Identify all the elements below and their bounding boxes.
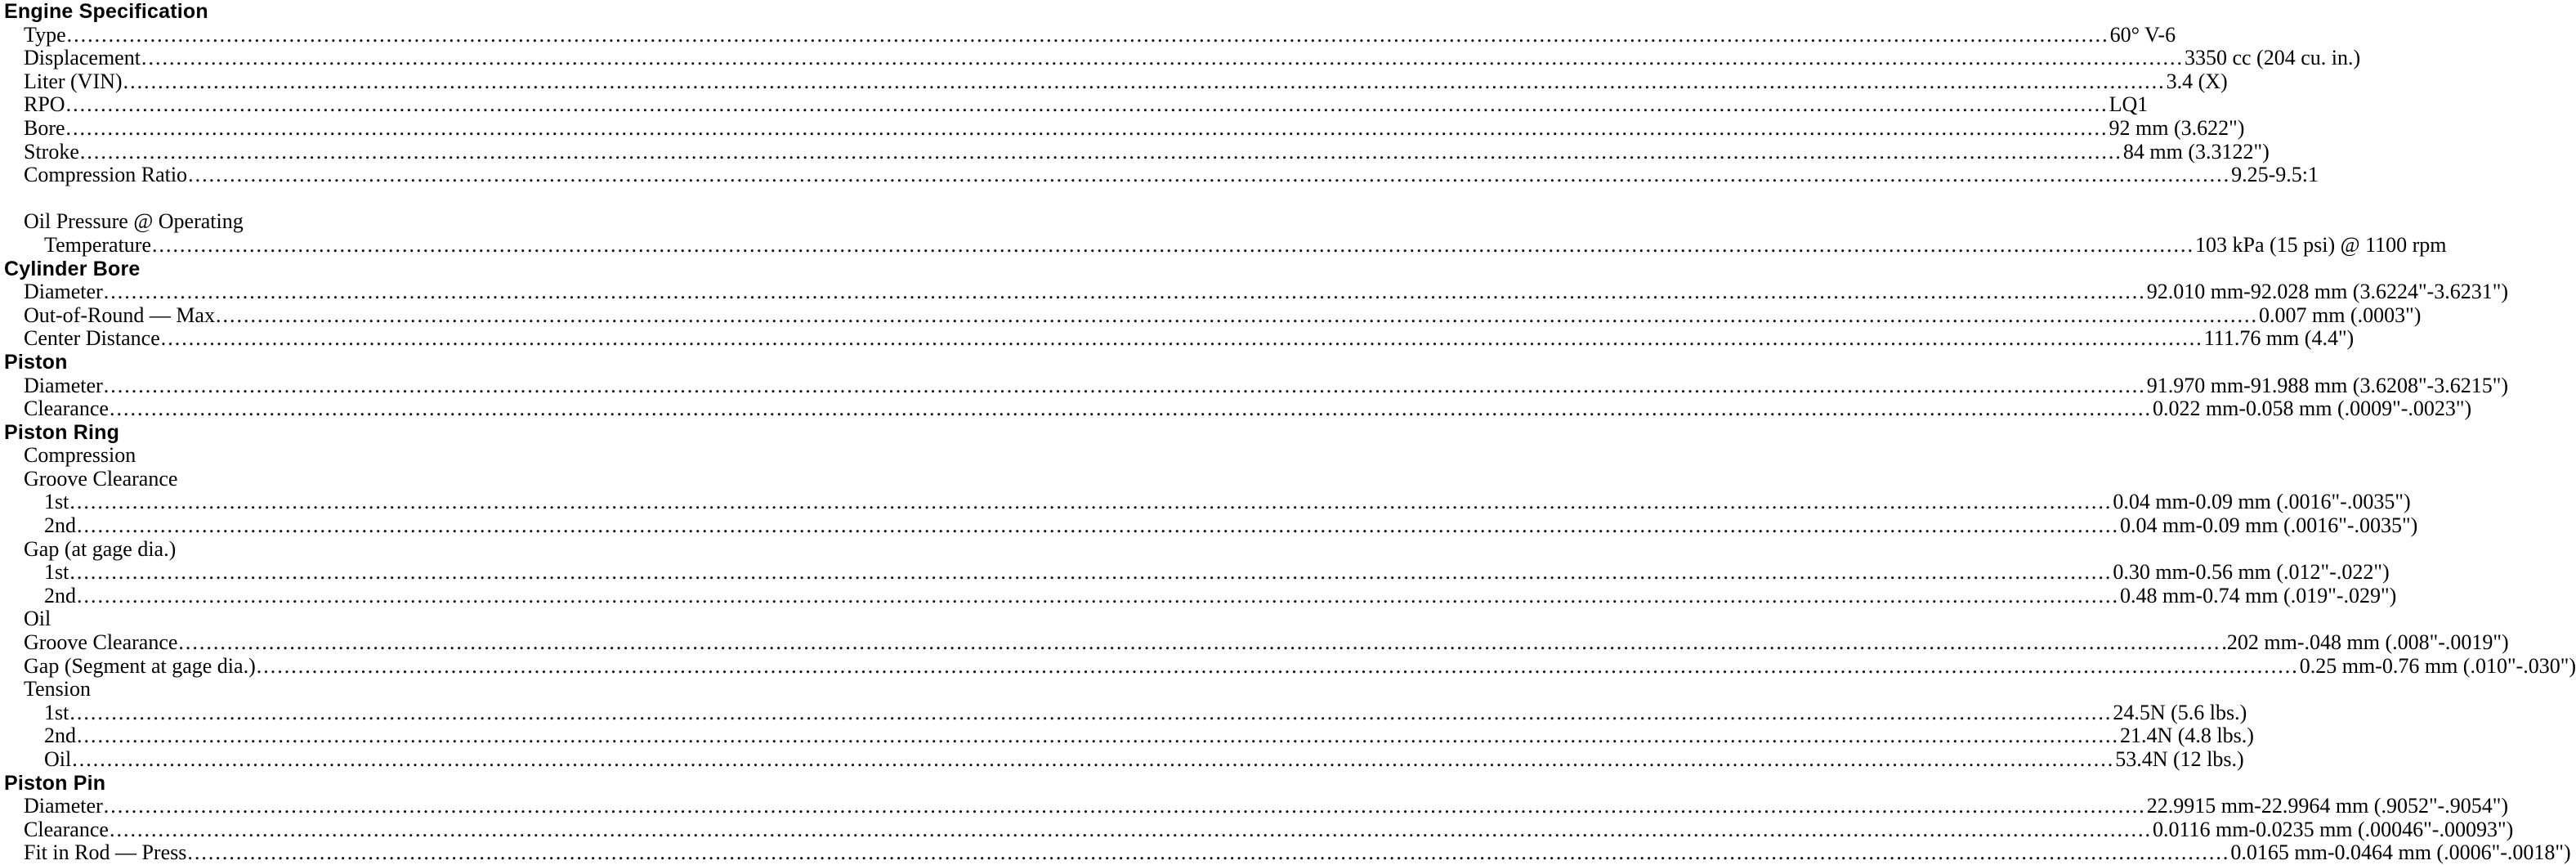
dot-leader (187, 841, 2229, 865)
spec-label: Liter (VIN) (24, 69, 123, 93)
spec-label: Diameter (24, 280, 103, 304)
spec-row-temperature (0, 232, 2447, 258)
spec-row-groove-clearance (0, 630, 2509, 655)
dot-leader (77, 585, 2119, 608)
spec-row-type (0, 22, 2176, 47)
spec-label: Temperature (44, 232, 151, 257)
dot-leader (188, 164, 2230, 187)
dot-leader (69, 491, 2112, 514)
spec-label: Gap (Segment at gage dia.) (24, 653, 256, 678)
spec-value: 103 kPa (15 psi) @ 1100 rpm (2195, 232, 2447, 257)
spec-label: Groove Clearance (24, 630, 178, 655)
spec-label: 2nd (44, 583, 76, 607)
spec-value: .202 mm-.048 mm (.008"-.0019") (2221, 630, 2509, 655)
dot-leader (67, 24, 2109, 47)
spec-value: 24.5N (5.6 lbs.) (2113, 700, 2247, 724)
spec-value: 0.04 mm-0.09 mm (.0016"-.0035") (2113, 490, 2411, 514)
spec-label: Compression Ratio (24, 163, 188, 187)
spec-value: 60° V-6 (2109, 22, 2176, 47)
spec-value: 92 mm (3.622") (2109, 115, 2245, 140)
spec-label: Stroke (24, 139, 79, 164)
section-heading-piston: Piston (4, 350, 68, 374)
spec-row-1st (0, 560, 2390, 585)
spec-row-1st (0, 700, 2247, 725)
dot-leader (152, 234, 2194, 258)
spec-value: 0.007 mm (.0003") (2258, 303, 2422, 327)
spec-row-2nd (0, 513, 2418, 538)
subheading-oil: Oil (24, 607, 51, 631)
spec-value: 92.010 mm-92.028 mm (3.6224"-3.6231") (2146, 280, 2508, 304)
spec-row-clearance (0, 397, 2472, 421)
spec-value: 0.022 mm-0.058 mm (.0009"-.0023") (2152, 397, 2472, 421)
spec-row-1st (0, 490, 2411, 514)
spec-label: 1st (44, 560, 69, 585)
spec-label: Clearance (24, 397, 109, 421)
spec-value: 0.0165 mm-0.0464 mm (.0006"-.0018") (2230, 840, 2571, 865)
spec-value: 91.970 mm-91.988 mm (3.6208"-3.6215") (2146, 373, 2508, 397)
spec-label: Displacement (24, 46, 141, 70)
dot-leader (161, 327, 2203, 351)
section-heading-engine-specification: Engine Specification (4, 0, 208, 23)
spec-label: 2nd (44, 513, 76, 538)
subheading-groove-clearance: Groove Clearance (24, 466, 178, 491)
dot-leader (178, 631, 2220, 655)
subheading-tension: Tension (24, 677, 91, 701)
spec-value: 53.4N (12 lbs.) (2115, 747, 2244, 771)
spec-label: 2nd (44, 724, 76, 748)
spec-row-clearance (0, 817, 2514, 842)
section-heading-cylinder-bore: Cylinder Bore (4, 257, 141, 280)
spec-value: 3350 cc (204 cu. in.) (2184, 46, 2361, 70)
spec-row-center-distance (0, 326, 2355, 351)
spec-row-liter-vin (0, 69, 2228, 94)
section-heading-piston-pin: Piston Pin (4, 771, 106, 795)
spec-value: 21.4N (4.8 lbs.) (2120, 724, 2254, 748)
spec-value: 111.76 mm (4.4") (2203, 326, 2355, 351)
spec-label: Type (24, 22, 66, 47)
dot-leader (104, 280, 2146, 304)
spec-value: 9.25-9.5:1 (2231, 163, 2319, 187)
dot-leader (110, 397, 2152, 421)
dot-leader (80, 141, 2122, 164)
dot-leader (69, 561, 2112, 585)
spec-row-stroke (0, 139, 2270, 164)
spec-label: Bore (24, 115, 65, 140)
spec-value: 22.9915 mm-22.9964 mm (.9052"-.9054") (2146, 794, 2508, 818)
subheading-compression: Compression (24, 443, 136, 468)
spec-row-2nd (0, 583, 2397, 608)
dot-leader (141, 47, 2184, 70)
spec-value: 0.04 mm-0.09 mm (.0016"-.0035") (2120, 513, 2418, 538)
dot-leader (66, 93, 2109, 117)
spec-value: 84 mm (3.3122") (2122, 139, 2270, 164)
spec-value: 0.0116 mm-0.0235 mm (.00046"-.00093") (2152, 817, 2514, 841)
spec-row-diameter (0, 373, 2508, 398)
spec-value: 0.48 mm-0.74 mm (.019"-.029") (2120, 583, 2397, 607)
spec-label: 1st (44, 490, 69, 514)
dot-leader (77, 514, 2119, 538)
spec-value: 3.4 (X) (2166, 69, 2228, 93)
spec-row-diameter (0, 280, 2508, 304)
dot-leader (104, 795, 2146, 818)
spec-value: LQ1 (2109, 92, 2149, 117)
spec-label: RPO (24, 92, 65, 117)
dot-leader (104, 374, 2146, 398)
dot-leader (110, 818, 2152, 842)
spec-row-2nd (0, 724, 2254, 748)
spec-value: 0.30 mm-0.56 mm (.012"-.022") (2113, 560, 2390, 585)
spec-row-compression-ratio (0, 163, 2319, 187)
dot-leader (216, 304, 2258, 328)
spec-row-bore (0, 115, 2245, 141)
dot-leader (123, 70, 2166, 94)
spec-row-out-of-round-max (0, 303, 2422, 328)
spec-label: Diameter (24, 794, 103, 818)
spec-row-oil (0, 747, 2244, 772)
spec-row-diameter (0, 794, 2508, 818)
spec-label: Diameter (24, 373, 103, 397)
spec-label: Out-of-Round — Max (24, 303, 215, 327)
spec-row-gap-segment-at-gage-dia (0, 653, 2576, 679)
spec-value: 0.25 mm-0.76 mm (.010"-.030") (2299, 653, 2576, 678)
spec-label: Fit in Rod — Press (24, 840, 187, 865)
spec-label: 1st (44, 700, 69, 724)
dot-leader (66, 117, 2109, 141)
dot-leader (72, 748, 2114, 772)
dot-leader (77, 724, 2119, 748)
spec-label: Clearance (24, 817, 109, 841)
spec-label: Center Distance (24, 326, 160, 351)
section-heading-piston-ring: Piston Ring (4, 420, 120, 444)
row-spacer (0, 187, 1177, 211)
spec-row-fit-in-rod-press (0, 840, 2571, 865)
spec-row-rpo (0, 92, 2149, 117)
spec-label: Oil (44, 747, 72, 771)
subheading-oil-pressure-operating: Oil Pressure @ Operating (24, 209, 244, 234)
dot-leader (257, 655, 2299, 679)
spec-row-displacement (0, 46, 2361, 70)
dot-leader (69, 701, 2112, 725)
subheading-gap-at-gage-dia: Gap (at gage dia.) (24, 536, 177, 561)
